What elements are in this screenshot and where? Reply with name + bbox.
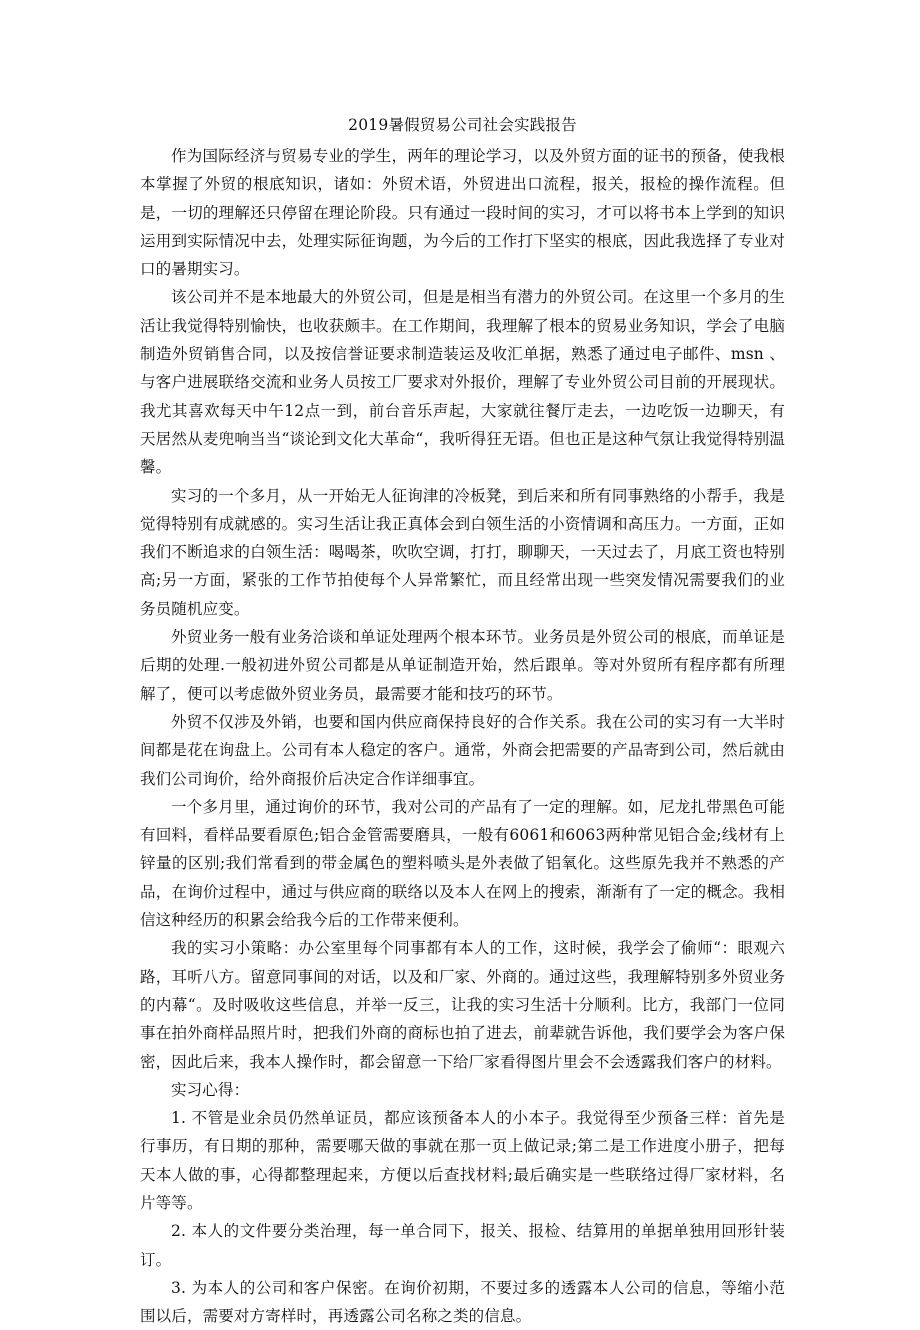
paragraph-internship-month: 实习的一个多月，从一开始无人征询津的冷板凳，到后来和所有同事熟络的小帮手，我是觉得特别有成就感的。实习生活让我正真体会到白领生活的小资情调和高压力。一方面，正如我们不断追求的白领生活：喝喝茶，吹吹空调，打打，聊聊天，一天过去了，月底工资也特别高;另一方面，紧张的工作节拍使每个人异常繁忙，而且经常出现一些突发情况需要我们的业务员随机应变。 bbox=[140, 486, 785, 618]
paragraph-insight-2: 2. 本人的文件要分类治理，每一单合同下，报关、报检、结算用的单据单独用回形针装订。 bbox=[140, 1222, 785, 1269]
document-page bbox=[140, 110, 785, 1330]
paragraph-insights-heading: 实习心得： bbox=[171, 1080, 250, 1099]
document-title: 2019暑假贸易公司社会实践报告 bbox=[348, 116, 577, 134]
paragraph-strategy: 我的实习小策略：办公室里每个同事都有本人的工作，这时候，我学会了偷师“：眼观六路，耳听八方。留意同事间的对话，以及和厂家、外商的。通过这些，我理解特别多外贸业务的内幕“。及时吸收这些信息，并举一反三，让我的实习生活十分顺利。比方，我部门一位同事在拍外商样品照片时，把我们外商的商标也拍了进去，前辈就告诉他，我们要学会为客户保密，因此后来，我本人操作时，都会留意一下给厂家看得图片里会不会透露我们客户的材料。 bbox=[140, 939, 785, 1071]
paragraph-insight-1: 1. 不管是业余员仍然单证员，都应该预备本人的小本子。我觉得至少预备三样：首先是行事历，有日期的那种，需要哪天做的事就在那一页上做记录;第二是工作进度小册子，把每天本人做的事，心得都整理起来，方便以后查找材料;最后确实是一些联络过得厂家材料，名片等等。 bbox=[140, 1109, 785, 1212]
paragraph-suppliers: 外贸不仅涉及外销，也要和国内供应商保持良好的合作关系。我在公司的实习有一大半时间都是花在询盘上。公司有本人稳定的客户。通常，外商会把需要的产品寄到公司，然后就由我们公司询价，给外商报价后决定合作详细事宜。 bbox=[140, 712, 785, 788]
paragraph-insight-3: 3. 为本人的公司和客户保密。在询价初期，不要过多的透露本人公司的信息，等缩小范围以后，需要对方寄样时，再透露公司名称之类的信息。 bbox=[140, 1278, 785, 1326]
paragraph-intro: 作为国际经济与贸易专业的学生，两年的理论学习，以及外贸方面的证书的预备，使我根本掌握了外贸的根底知识，诸如：外贸术语，外贸进出口流程，报关，报检的操作流程。但是，一切的理解还只停留在理论阶段。只有通过一段时间的实习，才可以将书本上学到的知识运用到实际情况中去，处理实际征询题，为今后的工作打下坚实的根底，因此我选择了专业对口的暑期实习。 bbox=[140, 147, 785, 279]
paragraph-trade-process: 外贸业务一般有业务洽谈和单证处理两个根本环节。业务员是外贸公司的根底，而单证是后期的处理.一般初进外贸公司都是从单证制造开始，然后跟单。等对外贸所有程序都有所理解了，便可以考虑做外贸业务员，最需要才能和技巧的环节。 bbox=[140, 628, 785, 703]
paragraph-company: 该公司并不是本地最大的外贸公司，但是是相当有潜力的外贸公司。在这里一个多月的生活让我觉得特别愉快，也收获颇丰。在工作期间，我理解了根本的贸易业务知识，学会了电脑制造外贸销售合同，以及按信誉证要求制造装运及收汇单据，熟悉了通过电子邮件、msn 、与客户进展联络交流和业务人员按工厂要求对外报价，理解了专业外贸公司目前的开展现状。我尤其喜欢每天中午12点一到，前台音乐声起，大家就往餐厅走去，一边吃饭一边聊天，有天居然从麦兜响当当“谈论到文化大革命“，我听得狂无语。但也正是这种气氛让我觉得特别温馨。 bbox=[140, 288, 785, 477]
paragraph-inquiry: 一个多月里，通过询价的环节，我对公司的产品有了一定的理解。如，尼龙扎带黑色可能有回料，看样品要看原色;铝合金管需要磨具，一般有6061和6063两种常见铝合金;线材有上锌量的区别;我们常看到的带金属色的塑料喷头是外表做了铝氧化。这些原先我并不熟悉的产品，在询价过程中，通过与供应商的联络以及本人在网上的搜索，渐渐有了一定的概念。我相信这种经历的积累会给我今后的工作带来便利。 bbox=[140, 797, 785, 930]
